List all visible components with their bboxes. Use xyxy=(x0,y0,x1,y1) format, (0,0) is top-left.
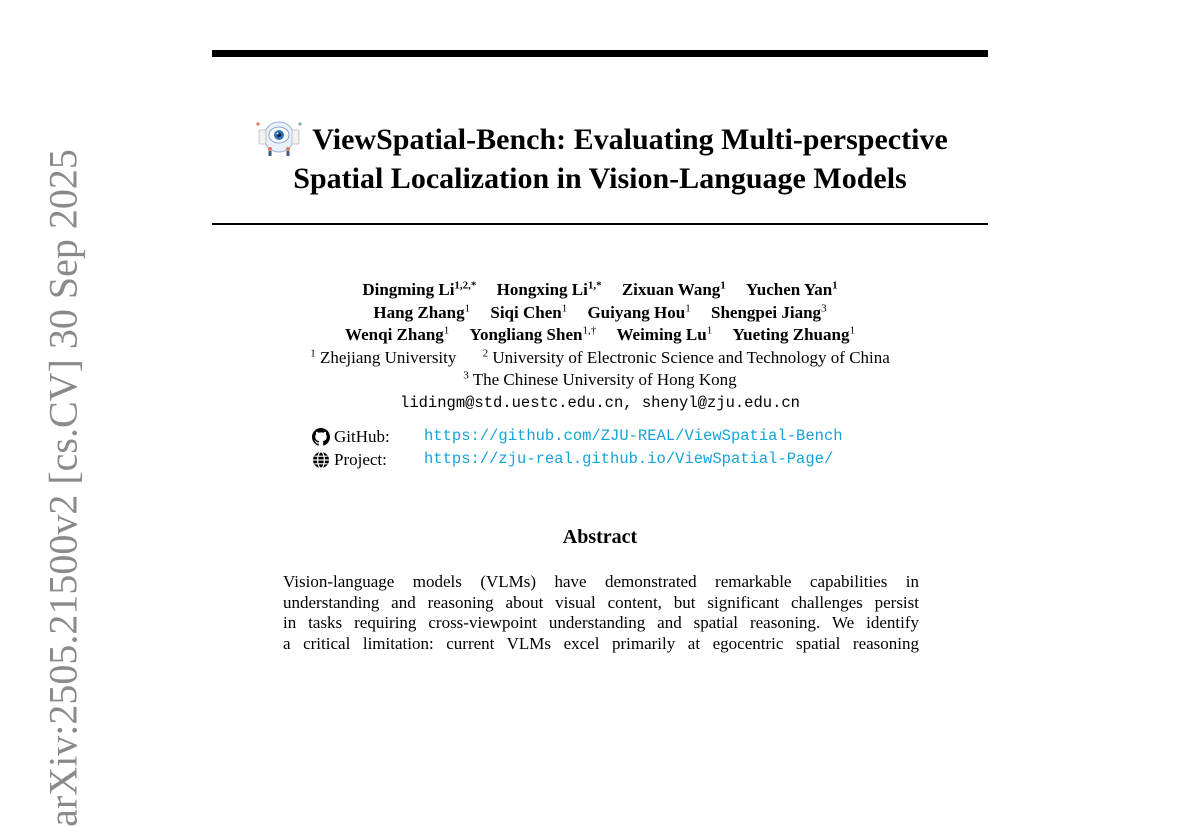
eye-robot-logo-icon xyxy=(252,116,306,158)
abstract-line: in tasks requiring cross-viewpoint understanding and spatial reasoning. We identify xyxy=(283,613,919,632)
github-link-row xyxy=(312,425,843,448)
author: Zixuan Wang$^1$ xyxy=(621,279,726,299)
affiliation-row xyxy=(212,347,988,370)
github-icon xyxy=(312,428,330,446)
project-url-link[interactable]: https://zju-real.github.io/ViewSpatial-Page/ xyxy=(424,450,834,468)
author: Yuchen Yan$^1$ xyxy=(746,279,838,299)
author: Wenqi Zhang$^1$ xyxy=(345,324,450,344)
github-url-link[interactable]: https://github.com/ZJU-REAL/ViewSpatial-Bench xyxy=(424,427,843,445)
affiliation: $^3$ The Chinese University of Hong Kong xyxy=(463,369,737,389)
author-row xyxy=(212,324,988,347)
abstract-line: understanding and reasoning about visual content, but significant challenges persist xyxy=(283,592,919,612)
author: Siqi Chen$^1$ xyxy=(490,301,568,322)
author: Guiyang Hou$^1$ xyxy=(587,301,691,322)
title-bottom-rule xyxy=(212,223,988,225)
author: Shengpei Jiang$^3$ xyxy=(711,301,827,322)
affiliation-row xyxy=(212,369,988,392)
title-text-1: ViewSpatial-Bench: Evaluating Multi-perspective xyxy=(312,123,948,156)
affiliation: $^2$ University of Electronic Science and Technology of China xyxy=(482,346,890,367)
author: Weiming Lu$^1$ xyxy=(616,324,713,344)
author-emails: lidingm@std.uestc.edu.cn, shenyl@zju.edu.cn xyxy=(400,393,800,412)
abstract-heading: Abstract xyxy=(562,526,638,548)
title-top-rule xyxy=(212,50,988,57)
title-line-2: Spatial Localization in Vision-Language Models xyxy=(293,162,907,195)
author-row xyxy=(212,302,988,325)
author: Dingming $Li^{1,2,*}$ xyxy=(362,279,477,299)
project-label: Project: xyxy=(334,450,387,469)
abstract-line: Vision-language models (VLMs) have demonstrated remarkable capabilities in xyxy=(283,572,919,591)
project-links xyxy=(312,425,843,471)
author: Yongliang Shen$^{1,\dagger}$ xyxy=(469,324,597,344)
globe-icon xyxy=(312,451,330,469)
author: Hang Zhang$^1$ xyxy=(373,301,471,322)
project-link-row xyxy=(312,448,843,471)
abstract-body xyxy=(283,572,919,654)
author: Hongxing $Li^{1,*}$ xyxy=(496,279,602,299)
author: Yueting Zhuang$^1$ xyxy=(732,324,855,344)
author-row xyxy=(212,279,988,302)
affiliation: $^1$ Zhejiang University xyxy=(310,346,457,367)
github-label: GitHub: xyxy=(334,427,390,446)
abstract-line: a critical limitation: current VLMs excel primarily at egocentric spatial reasoning xyxy=(283,633,919,653)
paper-title xyxy=(212,116,988,198)
author-block xyxy=(212,279,988,414)
title-line-1 xyxy=(212,116,988,159)
arxiv-stamp: arXiv:2505.21500v2 [cs.CV] 30 Sep 2025 xyxy=(40,149,86,827)
